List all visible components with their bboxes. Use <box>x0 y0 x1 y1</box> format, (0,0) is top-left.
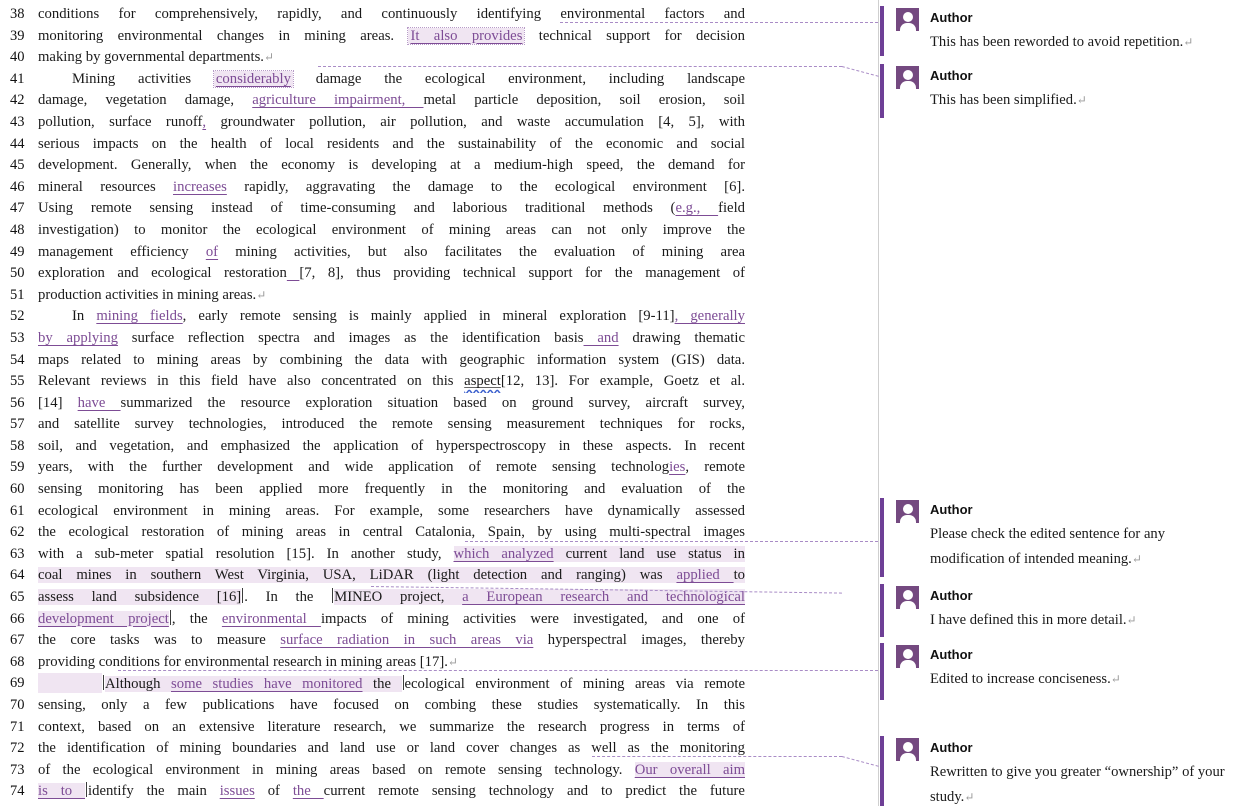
text-run: with a sub-meter spatial resolution [15]. In another study, <box>38 545 454 562</box>
line-number: 54 <box>10 351 25 368</box>
doc-line <box>0 501 770 523</box>
tracked-insertion: It also provides <box>410 27 523 44</box>
text-run: impacts of mining activities were investigated, and one of <box>320 610 746 627</box>
avatar-head-shape <box>903 504 913 514</box>
doc-line-text[interactable] <box>38 69 745 91</box>
doc-line <box>0 673 770 695</box>
comment-text-run: Rewritten to give you greater “ownership” of your study. <box>930 764 1225 805</box>
text-run: current remote sensing technology and to predict the future <box>323 783 745 800</box>
line-number: 43 <box>10 113 25 130</box>
comment-anchor-text: Although <box>105 676 172 693</box>
doc-line-text[interactable] <box>38 285 745 307</box>
tracked-insertion: , <box>202 113 207 130</box>
comment-text <box>930 88 1242 113</box>
text-run: context, based on an extensive literature research, we summarize the research progress in terms of <box>38 718 745 735</box>
tracked-insertion: development project <box>38 610 169 627</box>
doc-line <box>0 242 770 264</box>
text-run: ecological environment of mining areas via remote <box>404 676 745 693</box>
comment-anchor-bracket <box>103 675 104 690</box>
text-run: years, with the further development and wide application of remote sensing technolog <box>38 459 670 476</box>
comment-anchor-bracket <box>403 675 404 690</box>
doc-line <box>0 544 770 566</box>
text-run: providing conditions for environmental research in mining areas [17]. <box>38 653 448 670</box>
comment-connector-line <box>318 66 842 67</box>
doc-line-text[interactable] <box>38 306 745 328</box>
comment-text <box>930 30 1242 55</box>
comment-connector-line <box>465 541 878 542</box>
tracked-insertion: considerably <box>215 70 291 87</box>
doc-line <box>0 306 770 328</box>
line-number: 63 <box>10 545 25 562</box>
doc-line <box>0 112 770 134</box>
line-number: 52 <box>10 308 25 325</box>
line-number: 39 <box>10 27 25 44</box>
text-run: the identification of mining boundaries and land use or land cover changes as well as the monitoring <box>38 740 745 757</box>
doc-line-text[interactable] <box>38 220 745 242</box>
paragraph-return-mark: ↵ <box>1076 93 1087 107</box>
text-run: [14] <box>38 394 78 411</box>
tracked-insertion: some studies have monitored <box>171 676 363 693</box>
doc-line <box>0 565 770 587</box>
author-avatar-icon <box>896 500 919 523</box>
text-run: field <box>718 200 745 217</box>
text-run: rapidly, aggravating the damage to the ecological environment [6]. <box>226 178 745 195</box>
text-run: metal particle deposition, soil erosion, soil <box>423 92 745 109</box>
doc-line <box>0 198 770 220</box>
line-number: 69 <box>10 675 25 692</box>
line-number: 48 <box>10 221 25 238</box>
line-number: 73 <box>10 761 25 778</box>
tracked-insertion: and <box>583 329 619 346</box>
tracked-insertion: mining fields <box>96 308 183 325</box>
tracked-insertion: surface radiation in such areas via <box>280 632 534 649</box>
text-run: making by governmental departments. <box>38 49 264 66</box>
paragraph-return-mark: ↵ <box>447 654 458 669</box>
comment-author: Author <box>930 647 973 662</box>
avatar-head-shape <box>903 590 913 600</box>
doc-line <box>0 457 770 479</box>
doc-line <box>0 760 770 782</box>
avatar-body-shape <box>900 753 916 761</box>
text-run: the ecological restoration of mining areas in central Catalonia, Spain, by using multi-spectral images <box>38 524 745 541</box>
comment-text-run: I have defined this in more detail. <box>930 612 1127 628</box>
avatar-head-shape <box>903 649 913 659</box>
avatar-body-shape <box>900 23 916 31</box>
comment-selection-bar <box>880 736 884 806</box>
paragraph-return-mark: ↵ <box>256 287 267 302</box>
text-run: of the ecological environment in mining areas based on remote sensing technology. <box>38 761 635 778</box>
text-run: production activities in mining areas. <box>38 286 257 303</box>
text-run: monitoring environmental changes in mining areas. <box>38 27 409 44</box>
doc-line-text[interactable] <box>38 781 745 803</box>
comment-author: Author <box>930 68 973 83</box>
tracked-insertion: issues <box>219 783 255 800</box>
paragraph-return-mark: ↵ <box>1131 552 1142 566</box>
comment-anchor-bracket <box>170 610 171 625</box>
text-run: the core tasks was to measure <box>38 632 281 649</box>
line-number: 64 <box>10 567 25 584</box>
comment-selection-bar <box>880 64 884 118</box>
doc-line <box>0 26 770 48</box>
comment-anchor-text: to <box>733 567 745 584</box>
avatar-head-shape <box>903 742 913 752</box>
doc-line <box>0 263 770 285</box>
doc-line <box>0 609 770 631</box>
text-run: mineral resources <box>38 178 174 195</box>
text-run: identify the main <box>88 783 220 800</box>
tracked-insertion: ies <box>669 459 686 476</box>
doc-line-text[interactable] <box>38 760 745 782</box>
doc-line <box>0 285 770 307</box>
tracked-insertion: have <box>77 394 121 411</box>
paragraph-return-mark: ↵ <box>1126 613 1137 627</box>
comment-connector-line <box>842 756 879 767</box>
line-number: 55 <box>10 373 25 390</box>
author-avatar-icon <box>896 738 919 761</box>
comment-text-run: Please check the edited sentence for any modification of intended meaning. <box>930 526 1166 567</box>
doc-line-text[interactable] <box>38 414 745 436</box>
text-run: , the <box>171 610 222 627</box>
author-avatar-icon <box>896 586 919 609</box>
text-run: management efficiency <box>38 243 206 260</box>
tracked-insertion: of <box>205 243 219 260</box>
avatar-head-shape <box>903 12 913 22</box>
doc-line <box>0 695 770 717</box>
comment-selection-bar <box>880 498 884 577</box>
doc-line <box>0 371 770 393</box>
comment-anchor-text: the <box>362 676 402 693</box>
tracked-insertion: e.g., <box>675 200 719 217</box>
comment-text <box>930 522 1242 572</box>
doc-line-text[interactable] <box>38 155 745 177</box>
line-number: 41 <box>10 70 25 87</box>
tracked-insertion: , generally <box>674 308 745 325</box>
line-number: 71 <box>10 718 25 735</box>
line-number: 57 <box>10 416 25 433</box>
line-number: 47 <box>10 200 25 217</box>
doc-line-text[interactable] <box>38 90 745 112</box>
text-run: Relevant reviews in this field have also concentrated on this <box>38 373 465 390</box>
line-number: 44 <box>10 135 25 152</box>
doc-line-text[interactable] <box>38 630 745 652</box>
doc-line <box>0 177 770 199</box>
text-run: [7, 8], thus providing technical support for the management of <box>299 265 745 282</box>
doc-line-text[interactable] <box>38 242 745 264</box>
text-run: damage the ecological environment, including landscape <box>292 70 745 87</box>
doc-line <box>0 436 770 458</box>
doc-line-text[interactable] <box>38 198 745 220</box>
comment-selection-bar <box>880 6 884 56</box>
tracked-insertion: agriculture impairment, <box>252 92 424 109</box>
text-run: sensing monitoring has been applied more frequently in the monitoring and evaluation of the <box>38 481 745 498</box>
comment-author: Author <box>930 10 973 25</box>
doc-line-text[interactable] <box>38 565 745 587</box>
text-run: serious impacts on the health of local residents and the sustainability of the economic and social <box>38 135 745 152</box>
doc-line-text[interactable] <box>38 371 745 393</box>
paragraph-return-mark: ↵ <box>964 790 975 804</box>
text-run: development. Generally, when the economy is developing at a medium-high speed, the demand for <box>38 157 745 174</box>
doc-line-text[interactable] <box>38 263 745 285</box>
anchor-highlight-indent <box>38 673 102 693</box>
line-number: 58 <box>10 437 25 454</box>
tracked-insertion: a European research and technological <box>462 589 745 606</box>
comment-anchor-bracket <box>332 588 333 603</box>
line-number: 61 <box>10 502 25 519</box>
author-avatar-icon <box>896 8 919 31</box>
doc-line <box>0 328 770 350</box>
text-run: , remote <box>685 459 745 476</box>
text-run: ecological environment in mining areas. For example, some researchers have dynamically assessed <box>38 502 745 519</box>
text-run: hyperspectral images, thereby <box>533 632 745 649</box>
doc-line <box>0 134 770 156</box>
tracked-insertion: which analyzed <box>453 545 554 562</box>
text-run: mining activities, but also facilitates the evaluation of mining area <box>218 243 745 260</box>
comment-selection-bar <box>880 584 884 637</box>
line-number: 65 <box>10 589 25 606</box>
avatar-body-shape <box>900 660 916 668</box>
doc-line-text[interactable] <box>38 695 745 717</box>
paragraph-return-mark: ↵ <box>1183 35 1194 49</box>
text-run: soil, and vegetation, and emphasized the application of hyperspectroscopy in these aspects. In recent <box>38 437 745 454</box>
line-number: 72 <box>10 740 25 757</box>
line-number: 51 <box>10 286 25 303</box>
avatar-body-shape <box>900 515 916 523</box>
tracked-insertion: increases <box>173 178 227 195</box>
grammar-flagged-text <box>464 373 501 389</box>
doc-line <box>0 155 770 177</box>
comment-author: Author <box>930 588 973 603</box>
doc-line <box>0 717 770 739</box>
text-run: In <box>72 308 97 325</box>
doc-line-text[interactable] <box>38 134 745 156</box>
text-run: conditions for comprehensively, rapidly, and continuously identifying environmental factors and <box>38 6 745 22</box>
comment-connector-line <box>842 66 879 77</box>
tracked-insertion: the <box>292 783 324 800</box>
doc-line-text[interactable] <box>38 501 745 523</box>
avatar-head-shape <box>903 70 913 80</box>
comment-text <box>930 667 1242 692</box>
comment-anchor-text: MINEO project, <box>334 589 463 606</box>
comment-text-run: This has been simplified. <box>930 92 1077 108</box>
author-avatar-icon <box>896 645 919 668</box>
doc-line <box>0 781 770 803</box>
line-number: 40 <box>10 49 25 66</box>
line-number: 68 <box>10 653 25 670</box>
doc-line-text[interactable] <box>38 350 745 372</box>
line-number: 67 <box>10 632 25 649</box>
comment-anchor-text: coal mines in southern West Virginia, USA, LiDAR (light detection and ranging) was <box>38 567 677 584</box>
line-number: 74 <box>10 783 25 800</box>
doc-line <box>0 630 770 652</box>
doc-line-text[interactable] <box>38 26 745 48</box>
text-run: drawing thematic <box>618 329 745 346</box>
tracked-insertion: by applying <box>38 329 118 346</box>
doc-line-text[interactable] <box>38 544 745 566</box>
doc-line-text[interactable] <box>38 457 745 479</box>
line-number: 62 <box>10 524 25 541</box>
line-number: 42 <box>10 92 25 109</box>
comment-author: Author <box>930 502 973 517</box>
doc-line-text[interactable] <box>38 717 745 739</box>
line-number: 53 <box>10 329 25 346</box>
doc-line <box>0 350 770 372</box>
text-run: technical support for decision <box>524 27 745 44</box>
comment-text <box>930 760 1242 806</box>
comment-anchor-text: assess land subsidence [16] <box>38 589 242 606</box>
doc-line <box>0 220 770 242</box>
grammar-squiggle: aspect <box>464 373 501 390</box>
comment-connector-line <box>592 756 842 757</box>
tracked-insertion: Our overall aim <box>634 761 745 778</box>
doc-line-text[interactable] <box>38 177 745 199</box>
doc-line-text[interactable] <box>38 609 745 631</box>
text-run: groundwater pollution, air pollution, and waste accumulation [4, 5], with <box>206 113 745 130</box>
doc-line <box>0 69 770 91</box>
paragraph-return-mark: ↵ <box>263 50 275 65</box>
line-number: 50 <box>10 265 25 282</box>
doc-line <box>0 414 770 436</box>
doc-line-text[interactable] <box>38 479 745 501</box>
text-run: pollution, surface runoff <box>38 113 203 130</box>
doc-line-text[interactable] <box>38 393 745 415</box>
comment-text <box>930 608 1242 633</box>
comment-connector-line <box>118 670 878 671</box>
text-run: maps related to mining areas by combining the data with geographic information system (GIS) data. <box>38 351 745 368</box>
tracked-insertion <box>287 265 300 281</box>
doc-line <box>0 393 770 415</box>
text-run: [12, 13]. For example, Goetz et al. <box>500 373 745 390</box>
line-number: 59 <box>10 459 25 476</box>
line-number: 46 <box>10 178 25 195</box>
text-run: investigation) to monitor the ecological environment of mining areas can not only improve the <box>38 221 745 238</box>
comment-text-run: This has been reworded to avoid repetition. <box>930 34 1184 50</box>
line-number: 70 <box>10 697 25 713</box>
text-run: sensing, only a few publications have focused on combing these studies systematically. In this <box>38 697 745 713</box>
doc-line-text[interactable] <box>38 328 745 350</box>
text-run: . In the <box>244 589 332 606</box>
document-lines <box>0 4 770 803</box>
line-number: 45 <box>10 157 25 174</box>
doc-line <box>0 479 770 501</box>
text-run: Mining activities <box>72 70 214 87</box>
author-avatar-icon <box>896 66 919 89</box>
text-run: and satellite survey technologies, introduced the remote sensing measurement techniques for rocks, <box>38 416 745 433</box>
line-number: 60 <box>10 481 25 498</box>
doc-line-text[interactable] <box>38 673 745 695</box>
avatar-body-shape <box>900 601 916 609</box>
comments-pane-divider <box>878 0 879 806</box>
line-number: 49 <box>10 243 25 260</box>
comment-selection-bar <box>880 643 884 700</box>
line-number: 56 <box>10 394 25 411</box>
text-run: damage, vegetation damage, <box>38 92 253 109</box>
text-run: summarized the resource exploration situation based on ground survey, aircraft survey, <box>120 394 745 411</box>
text-run: , early remote sensing is mainly applied in mineral exploration [9-11] <box>182 308 675 325</box>
paragraph-return-mark: ↵ <box>1110 672 1121 686</box>
line-number: 66 <box>10 610 25 627</box>
comment-author: Author <box>930 740 973 755</box>
line-number: 38 <box>10 6 25 22</box>
comment-anchor-text: current land use status in <box>553 545 745 562</box>
avatar-body-shape <box>900 81 916 89</box>
comment-anchor-bracket <box>86 782 87 797</box>
text-run: surface reflection spectra and images as the identification basis <box>117 329 584 346</box>
tracked-insertion: is to <box>38 783 86 800</box>
comment-connector-line <box>560 22 878 23</box>
comment-text-run: Edited to increase conciseness. <box>930 671 1111 687</box>
tracked-insertion: environmental <box>221 610 321 627</box>
doc-line-text[interactable] <box>38 112 745 134</box>
text-run: of <box>254 783 293 800</box>
text-run: exploration and ecological restoration <box>38 265 287 282</box>
doc-line <box>0 90 770 112</box>
text-run: Using remote sensing instead of time-consuming and laborious traditional methods ( <box>38 200 676 217</box>
tracked-insertion: applied <box>676 567 734 584</box>
doc-line-text[interactable] <box>38 436 745 458</box>
